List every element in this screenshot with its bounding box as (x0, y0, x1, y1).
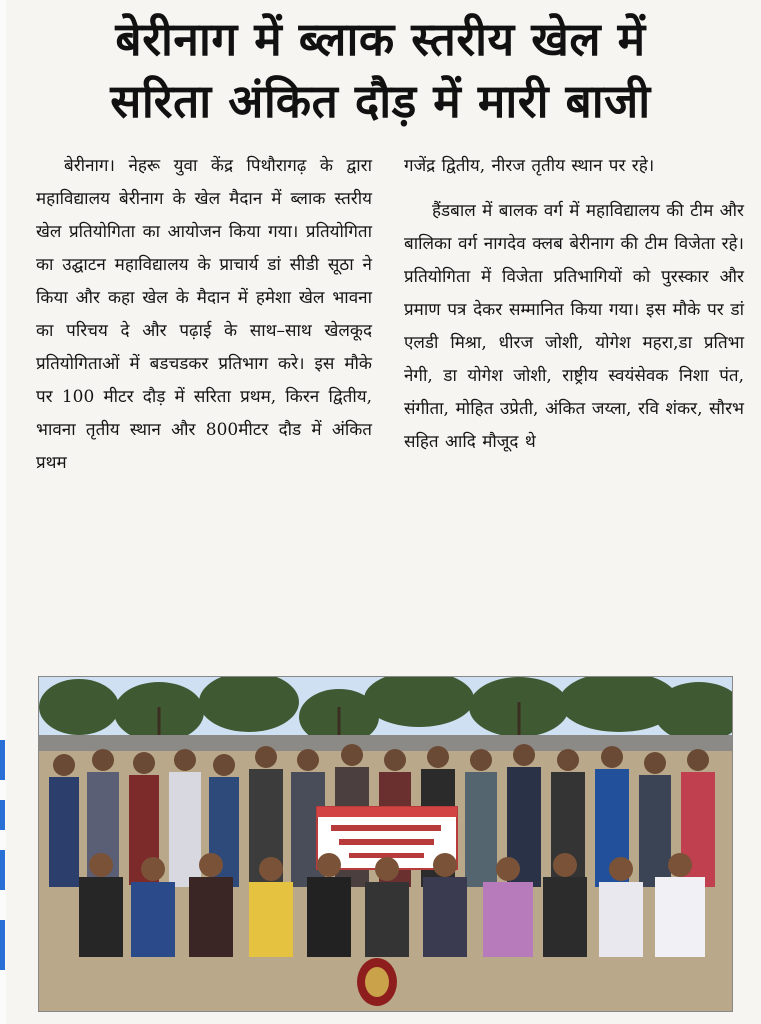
article-paragraph: बेरीनाग। नेहरू युवा केंद्र पिथौरागढ़ के द्वारा महाविद्यालय बेरीनाग के खेल मैदान में ब्लाक स्तरीय खेल प्रतियोगिता का आयोजन किया गया। प्रतियोगिता का उद्घाटन महाविद्यालय के प्राचार्य डां सीडी सूठा ने किया और कहा खेल के मैदान में हमेशा खेल भावना का परिचय दे और पढ़ाई के साथ–साथ खेलकूद प्रतियोगिताओं में बडचडकर प्रतिभाग करे। इस मौके पर 100 मीटर दौड़ में सरिता प्रथम, किरन द्वितीय, भावना तृतीय स्थान और 800मीटर दौड में अंकित प्रथम (36, 156, 372, 473)
article-column-2 (404, 150, 744, 459)
headline-line-1: बेरीनाग में ब्लाक स्तरीय खेल में (115, 12, 646, 66)
group-photo (38, 676, 733, 1012)
edge-mark (0, 740, 5, 780)
edge-mark (0, 920, 5, 970)
edge-mark (0, 800, 5, 830)
article-paragraph: गजेंद्र द्वितीय, नीरज तृतीय स्थान पर रहे। (404, 156, 655, 176)
article-column-1 (36, 150, 372, 480)
group-photo-illustration (39, 677, 732, 1011)
edge-mark (0, 850, 5, 890)
page-edge (0, 0, 6, 1024)
headline-line-2: सरिता अंकित दौड़ में मारी बाजी (110, 74, 651, 128)
news-headline (16, 8, 745, 132)
article-body (36, 150, 744, 660)
article-paragraph: हैंडबाल में बालक वर्ग में महाविद्यालय की टीम और बालिका वर्ग नागदेव क्लब बेरीनाग की टीम विजेता रहे। प्रतियोगिता में विजेता प्रतिभागियों को पुरस्कार और प्रमाण पत्र देकर सम्मानित किया गया। इस मौके पर डां एलडी मिश्रा, धीरज जोशी, योगेश महरा,डा प्रतिभा नेगी, डा योगेश जोशी, राष्ट्रीय स्वयंसेवक निशा पंत, संगीता, मोहित उप्रेती, अंकित जय्ला, रवि शंकर, सौरभ सहित आदि मौजूद थे (404, 201, 744, 452)
